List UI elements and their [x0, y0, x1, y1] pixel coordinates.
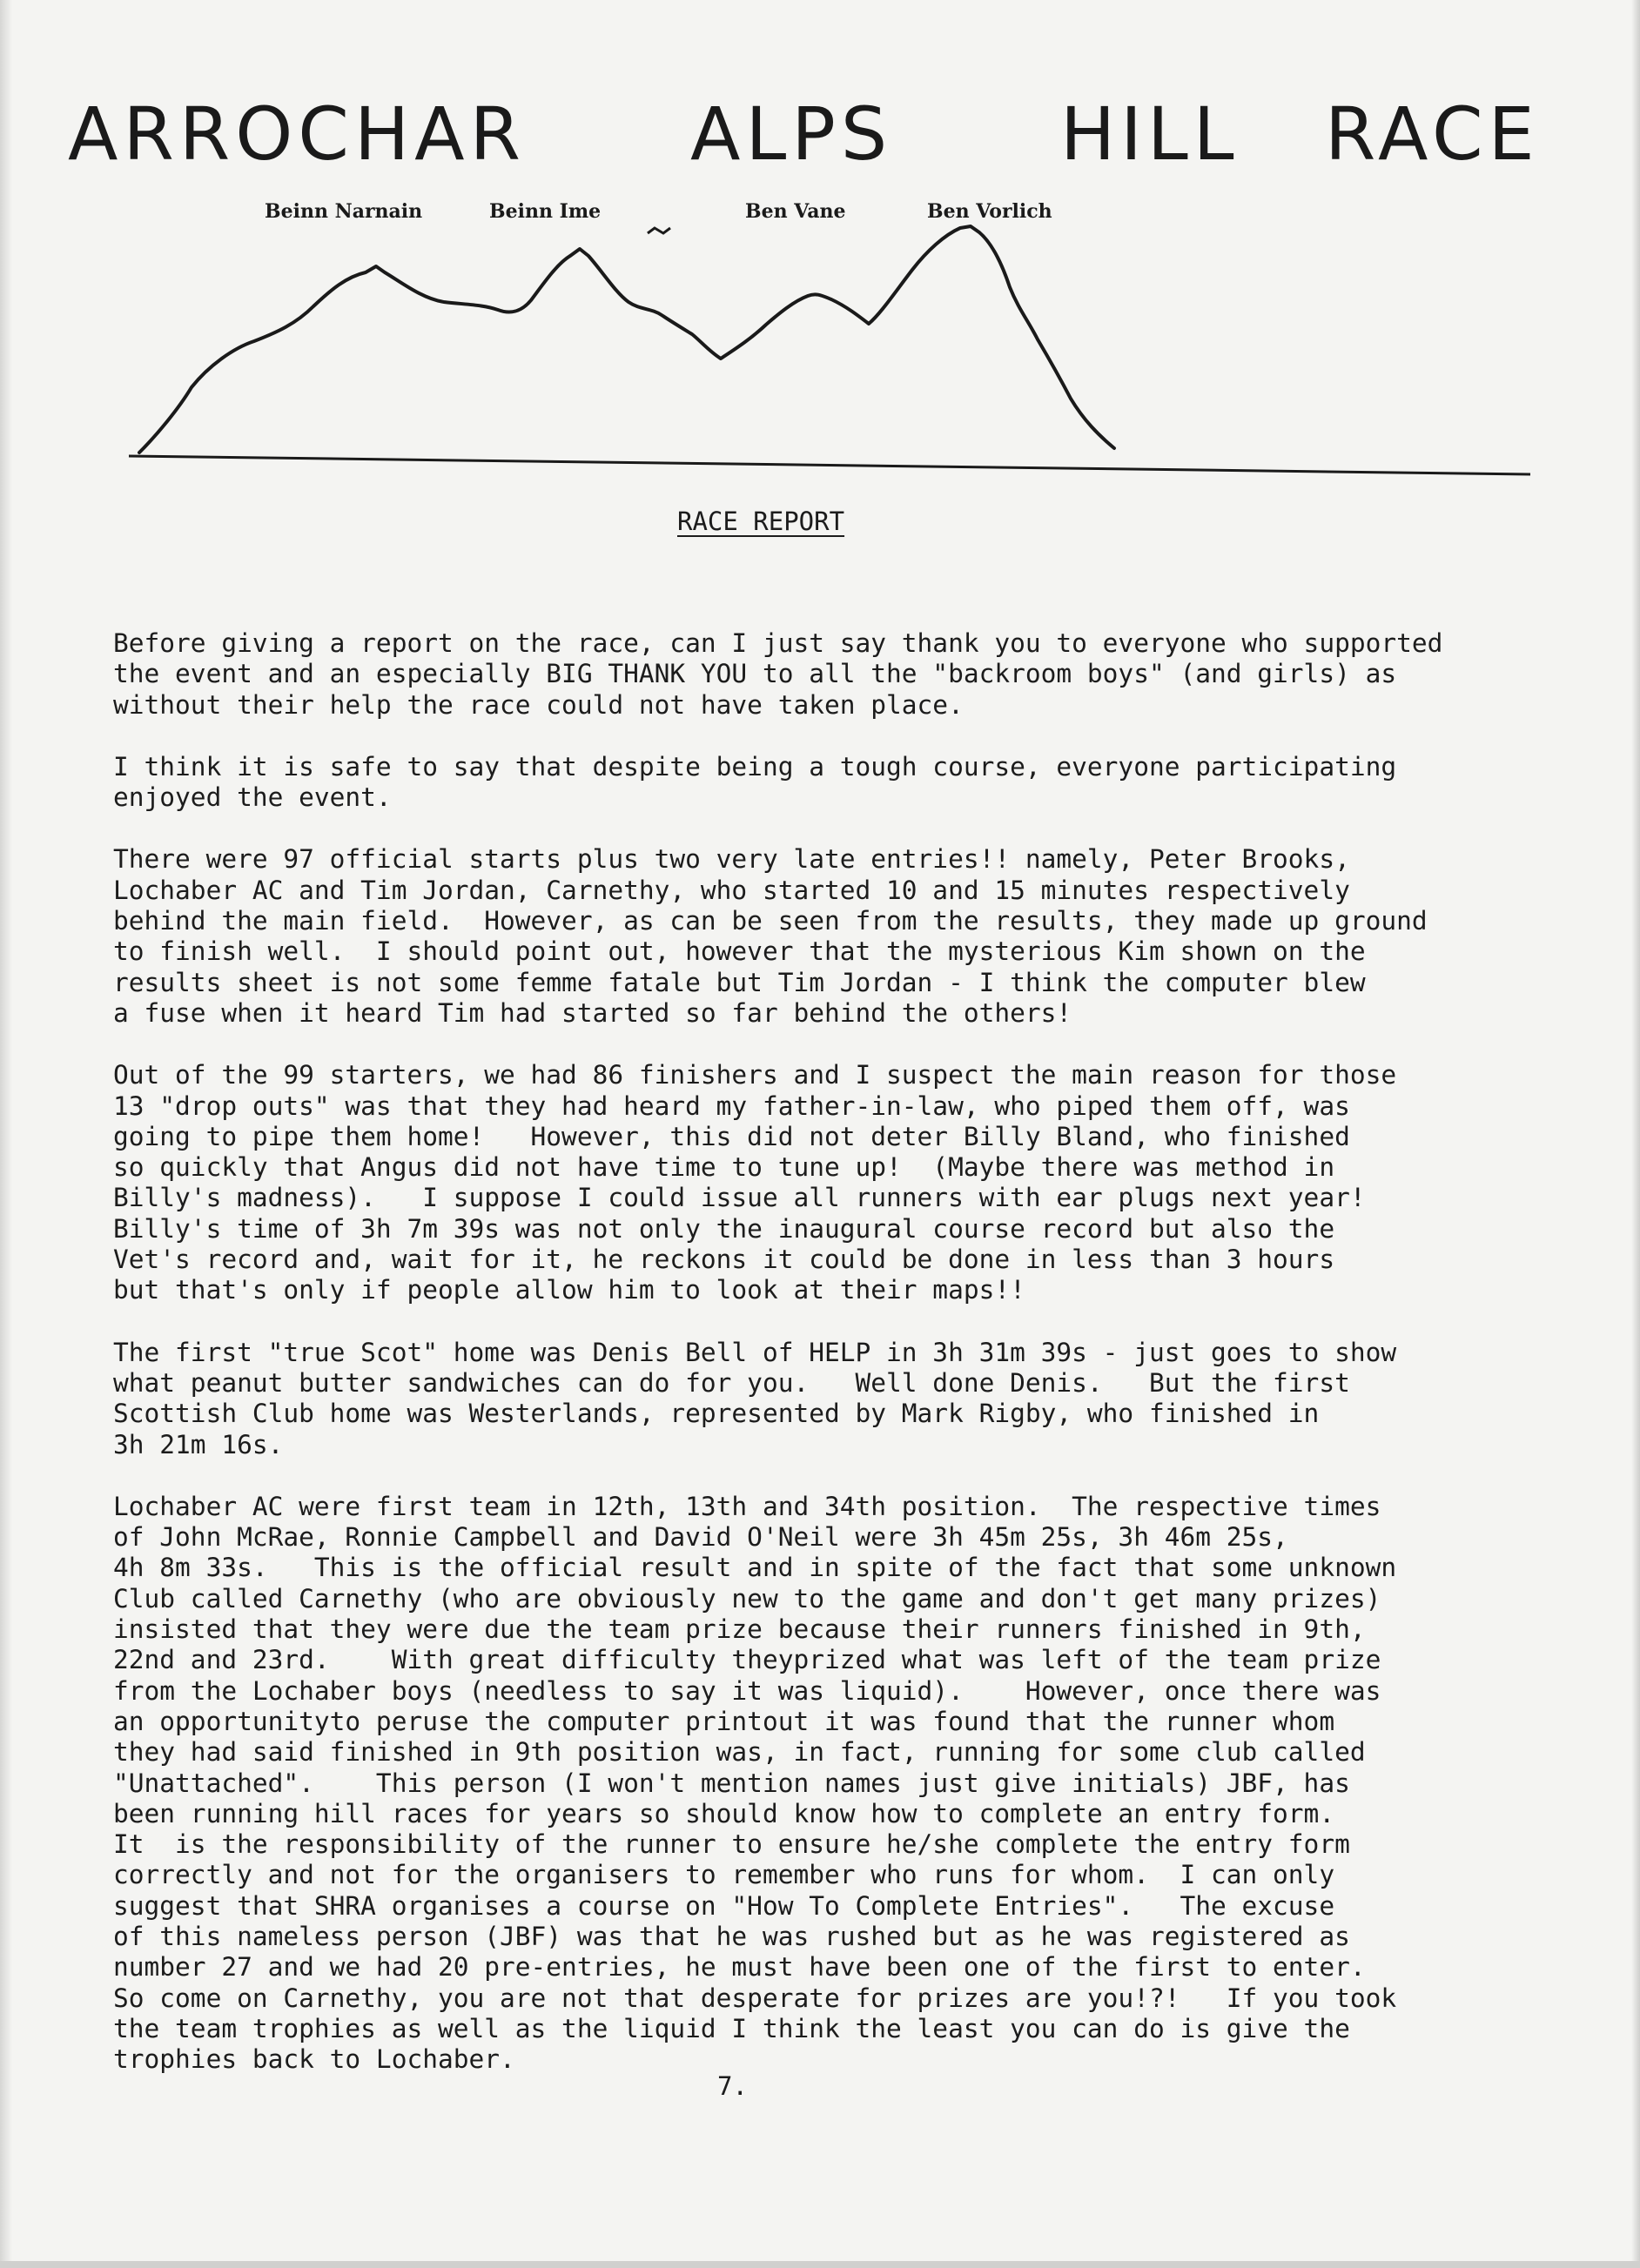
text-line: Club called Carnethy (who are obviously new to the game and don't get many prizes) — [113, 1583, 1381, 1614]
text-line: the event and an especially BIG THANK YOU to all the "backroom boys" (and girls) as — [113, 659, 1397, 689]
text-line: "Unattached". This person (I won't mention names just give initials) JBF, has — [113, 1768, 1350, 1798]
text-line: from the Lochaber boys (needless to say it was liquid). However, once there was — [113, 1675, 1381, 1706]
text-line: The first "true Scot" home was Denis Bell of HELP in 3h 31m 39s - just goes to show — [113, 1337, 1397, 1367]
text-line: a fuse when it heard Tim had started so far behind the others! — [113, 997, 1072, 1028]
title-word-arrochar: ARROCHAR — [68, 91, 526, 177]
text-line: what peanut butter sandwiches can do for you. Well done Denis. But the first — [113, 1367, 1350, 1398]
report-paragraph — [113, 1338, 1454, 1460]
text-line: 22nd and 23rd. With great difficulty theyprized what was left of the team prize — [113, 1645, 1381, 1675]
peak-label-ben-vorlich: Ben Vorlich — [927, 200, 1052, 223]
text-line: an opportunityto peruse the computer printout it was found that the runner whom — [113, 1706, 1335, 1736]
text-line: to finish well. I should point out, however that the mysterious Kim shown on the — [113, 936, 1366, 967]
text-line: Billy's madness). I suppose I could issue all runners with ear plugs next year! — [113, 1183, 1366, 1213]
report-paragraph — [113, 752, 1454, 814]
peak-pointer-mark — [648, 228, 670, 233]
text-line: correctly and not for the organisers to remember who runs for whom. I can only — [113, 1860, 1335, 1890]
horizon-rule — [129, 456, 1530, 474]
text-line: insisted that they were due the team prize because their runners finished in 9th, — [113, 1614, 1366, 1645]
peak-label-beinn-narnain: Beinn Narnain — [265, 200, 423, 223]
text-line: of this nameless person (JBF) was that he was rushed but as he was registered as — [113, 1921, 1350, 1951]
text-line: trophies back to Lochaber. — [113, 2044, 515, 2075]
race-report-body — [113, 628, 1454, 2106]
text-line: so quickly that Angus did not have time to tune up! (Maybe there was method in — [113, 1152, 1335, 1183]
text-line: So come on Carnethy, you are not that desperate for prizes are you!?! If you took — [113, 1983, 1397, 2013]
title-word-hill: HILL — [1060, 91, 1240, 177]
text-line: 13 "drop outs" was that they had heard my father-in-law, who piped them off, was — [113, 1090, 1350, 1121]
text-line: Billy's time of 3h 7m 39s was not only the inaugural course record but also the — [113, 1213, 1335, 1244]
text-line: Scottish Club home was Westerlands, represented by Mark Rigby, who finished in — [113, 1399, 1320, 1429]
masthead — [0, 0, 1640, 487]
text-line: the team trophies as well as the liquid I think the least you can do is give the — [113, 2013, 1350, 2043]
report-paragraph — [113, 1060, 1454, 1305]
text-line: behind the main field. However, as can be seen from the results, they made up ground — [113, 906, 1428, 936]
text-line: I think it is safe to say that despite being a tough course, everyone participating — [113, 751, 1397, 782]
title-word-race: RACE — [1325, 91, 1540, 177]
report-paragraph — [113, 1492, 1454, 2076]
page-number: 7. — [717, 2071, 748, 2101]
text-line: enjoyed the event. — [113, 782, 392, 813]
peak-label-beinn-ime: Beinn Ime — [489, 200, 602, 223]
text-line: Lochaber AC were first team in 12th, 13th and 34th position. The respective times — [113, 1491, 1381, 1521]
text-line: been running hill races for years so should know how to complete an entry form. — [113, 1798, 1335, 1828]
text-line: Before giving a report on the race, can I just say thank you to everyone who supported — [113, 628, 1443, 658]
section-heading-race-report: RACE REPORT — [677, 507, 845, 536]
report-paragraph — [113, 628, 1454, 721]
peak-label-ben-vane: Ben Vane — [745, 200, 846, 223]
text-line: results sheet is not some femme fatale but Tim Jordan - I think the computer blew — [113, 967, 1366, 997]
text-line: 4h 8m 33s. This is the official result and in spite of the fact that some unknown — [113, 1553, 1397, 1583]
mountain-outline — [139, 226, 1114, 453]
text-line: without their help the race could not have taken place. — [113, 689, 964, 720]
text-line: of John McRae, Ronnie Campbell and David O'Neil were 3h 45m 25s, 3h 46m 25s, — [113, 1522, 1288, 1553]
title-word-alps: ALPS — [690, 91, 893, 177]
text-line: It is the responsibility of the runner to ensure he/she complete the entry form — [113, 1829, 1350, 1860]
text-line: Vet's record and, wait for it, he reckons it could be done in less than 3 hours — [113, 1245, 1335, 1275]
text-line: There were 97 official starts plus two very late entries!! namely, Peter Brooks, — [113, 844, 1350, 875]
text-line: they had said finished in 9th position was, in fact, running for some club called — [113, 1737, 1366, 1768]
text-line: 3h 21m 16s. — [113, 1429, 284, 1459]
text-line: Lochaber AC and Tim Jordan, Carnethy, who started 10 and 15 minutes respectively — [113, 875, 1350, 905]
text-line: Out of the 99 starters, we had 86 finishers and I suspect the main reason for those — [113, 1060, 1397, 1090]
text-line: but that's only if people allow him to look at their maps!! — [113, 1275, 1025, 1305]
report-paragraph — [113, 844, 1454, 1029]
text-line: number 27 and we had 20 pre-entries, he must have been one of the first to enter. — [113, 1952, 1366, 1983]
text-line: suggest that SHRA organises a course on "How To Complete Entries". The excuse — [113, 1890, 1335, 1921]
page-edge-bottom — [0, 2261, 1640, 2268]
text-line: going to pipe them home! However, this did not deter Billy Bland, who finished — [113, 1121, 1350, 1151]
mountain-range-illustration — [0, 0, 1640, 487]
